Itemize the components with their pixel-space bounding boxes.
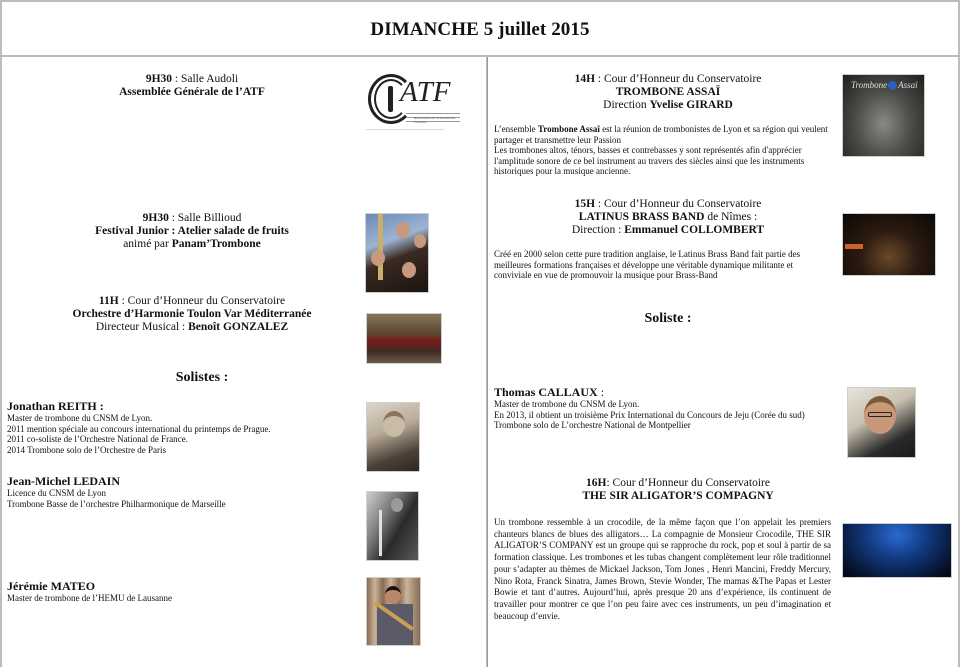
jonathan-reith-photo (366, 402, 420, 472)
orchestra-photo (366, 313, 442, 364)
face-shape (371, 250, 385, 266)
panam-trombone-photo (365, 213, 429, 293)
page-title: DIMANCHE 5 juillet 2015 (370, 18, 590, 40)
right-column (487, 57, 960, 667)
director-prefix: Direction : (571, 224, 625, 236)
face-shape (396, 222, 410, 238)
glasses-shape (868, 412, 892, 417)
sir-aligator-description: Un trombone ressemble à un crocodile, de la même façon que l’on appelait les premiers chanteurs blancs de blues des alligators… La compagnie de Monsieur Crocodile, THE SIR ALIGATOR’S COMPANY est un groupe qui se rapproche du rock, pop et soul à partir de sa formation classique. Les trombones et les tubas changent complètement leur rôle traditionnel pour s’adapter au thèmes de Mickael Jackson, Tom Jones , Henri Mancini, Freddy Mercury, Nino Rota, Franck Sinatra, James Brown, Stevie Wonder, The mamas &The Papas et Lester Bowie et tant d’autres. Aujourd’hui, après presque 20 ans d’expérience, ils continuent de travailler pour montrer ce que l’on peu faire avec ces instruments, un peu d’imagination et beaucoup d’envie. (494, 517, 831, 621)
page-header (0, 2, 960, 57)
event-time: 14H (574, 73, 596, 85)
trombone-slide-shape (379, 510, 382, 556)
event-place: : Salle Billioud (168, 212, 242, 224)
face-shape (414, 234, 426, 248)
event-title: Festival Junior : Atelier salade de fruits (95, 225, 289, 237)
face-shape (402, 262, 416, 278)
director-prefix: Direction (603, 99, 650, 111)
soloist-bio-line: 2014 Trombone solo de l’Orchestre de Paris (7, 444, 166, 455)
event-title: Assemblée Générale de l’ATF (119, 86, 265, 98)
face-shape (383, 411, 405, 437)
event-agm (62, 73, 322, 99)
left-column (0, 57, 487, 667)
soloist-name: Jérémie MATEO (7, 579, 96, 593)
animated-by: Panam’Trombone (171, 238, 261, 250)
soloist-bio-line: Master de trombone de l’HEMU de Lausanne (7, 593, 172, 603)
soloist-name: Jonathan REITH : (7, 399, 104, 413)
jeremie-mateo-photo (366, 577, 421, 646)
soloist-bio-line: Master de trombone du CNSM de Lyon. (494, 399, 640, 409)
trombone-assai-description (494, 124, 829, 177)
event-festival-junior (42, 212, 342, 251)
album-title-script: Trombone Assaï (851, 80, 918, 90)
soloist-jeremie-mateo (7, 580, 357, 604)
desc-rest: est la réunion de trombonistes de Lyon et sa région qui veulent partager et transmettre leur Passion (494, 124, 828, 145)
event-title-suffix: de Nîmes : (704, 211, 758, 223)
event-time: 9H30 (142, 212, 169, 224)
desc-bold: Trombone Assaï (537, 124, 600, 134)
soloist-name: Thomas CALLAUX (494, 385, 598, 399)
soloist-name-suffix: : (597, 385, 605, 399)
soloist-bio-line: Trombone solo de L’orchestre National de Montpellier (494, 420, 691, 431)
event-trombone-assai (508, 73, 828, 112)
soloist-bio-line: Trombone Basse de l’orchestre Philharmonique de Marseille (7, 498, 226, 509)
soloist-jonathan-reith (7, 400, 357, 455)
atf-logo (366, 70, 462, 132)
soloist-bio-line: En 2013, il obtient un troisième Prix International du Concours de Jeju (Corée du sud) (494, 409, 805, 420)
event-latinus-brass-band (508, 198, 828, 237)
event-title: THE SIR ALIGATOR’S COMPAGNY (582, 490, 774, 502)
event-title: TROMBONE ASSAÏ (615, 86, 721, 98)
event-time: 11H (98, 295, 119, 307)
latinus-description: Créé en 2000 selon cette pure tradition anglaise, le Latinus Brass Band fait partie des meilleures formations françaises et développe une véritable dynamique militante et conviviale en vue de promouvoir la musique pour Brass-Band (494, 249, 801, 281)
desc-prefix: L’ensemble (494, 124, 538, 134)
face-shape (391, 498, 403, 512)
event-title: Orchestre d’Harmonie Toulon Var Méditerranée (72, 308, 312, 320)
solistes-heading: Solistes : (175, 370, 229, 385)
director-name: Emmanuel COLLOMBERT (624, 224, 765, 236)
atf-logo-subtitle: Association des Trombonistes Français (414, 116, 456, 124)
event-sir-aligator (508, 477, 848, 503)
event-place: : Cour d’Honneur du Conservatoire (595, 198, 762, 210)
soloist-bio-line: Master de trombone du CNSM de Lyon. (7, 413, 153, 423)
face-shape (385, 586, 401, 604)
soloist-jean-michel-ledain (7, 475, 357, 509)
event-time: 15H (574, 198, 596, 210)
event-place: : Cour d’Honneur du Conservatoire (595, 73, 762, 85)
director-name: Benoît GONZALEZ (188, 321, 289, 333)
director-prefix: Directeur Musical : (95, 321, 189, 333)
trombone-slide-shape (378, 214, 383, 280)
soloist-name: Jean-Michel LEDAIN (7, 474, 120, 488)
event-title: LATINUS BRASS BAND (578, 211, 705, 223)
soloist-thomas-callaux (494, 386, 839, 431)
logo-underline (366, 129, 444, 130)
trombonist-silhouette-icon (388, 86, 393, 112)
logo-line (406, 113, 460, 114)
event-place: : Cour d’Honneur du Conservatoire (606, 477, 770, 489)
jean-michel-ledain-photo (366, 491, 419, 561)
animated-prefix: animé par (123, 238, 172, 250)
soloist-bio-line: 2011 co-soliste de l’Orchestre National de France. (7, 434, 188, 445)
soloist-bio-line: Licence du CNSM de Lyon (7, 488, 106, 498)
latinus-brass-band-photo (842, 213, 936, 276)
event-time: 9H30 (145, 73, 173, 85)
atf-logo-text: ATF (400, 76, 451, 108)
sir-aligator-company-photo (842, 523, 952, 578)
event-orchestre-toulon (12, 295, 372, 334)
soliste-heading: Soliste : (644, 311, 692, 326)
event-place: : Cour d’Honneur du Conservatoire (118, 295, 286, 307)
event-time: 16H (586, 477, 607, 489)
director-name: Yvelise GIRARD (649, 99, 733, 111)
desc-second: Les trombones altos, ténors, basses et contrebasses y sont représentés afin d'apprécier l'amplitude sonore de ce bel instrument au travers des siècles ainsi que les instruments historiques pour la musique ancienne. (494, 145, 805, 177)
stage-light-shape (845, 244, 863, 249)
thomas-callaux-photo (847, 387, 916, 458)
event-place: : Salle Audoli (172, 73, 239, 85)
trombone-assai-photo (842, 74, 925, 157)
soloist-bio-line: 2011 mention spéciale au concours international du printemps de Prague. (7, 423, 271, 434)
